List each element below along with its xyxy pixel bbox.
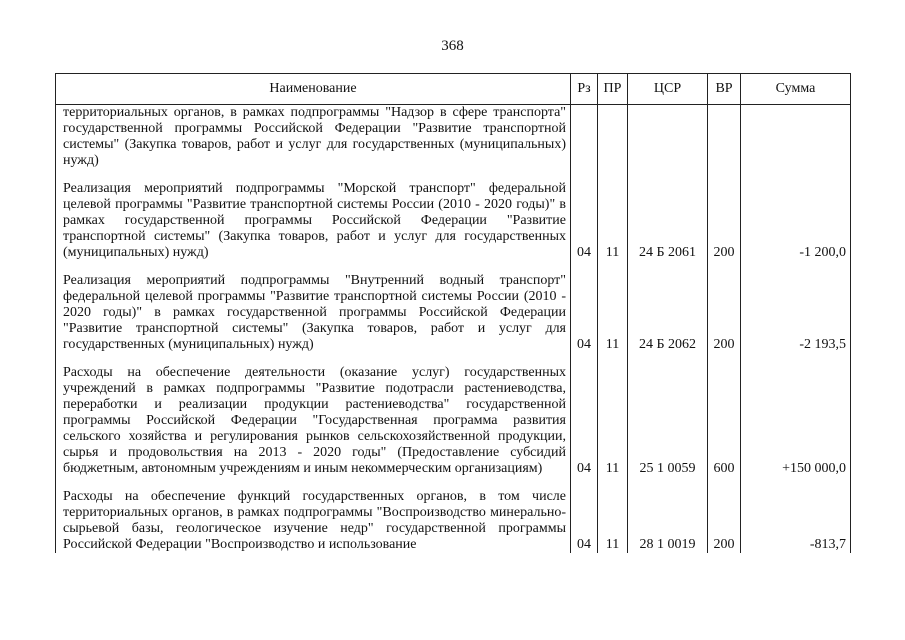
header-vr: ВР (708, 74, 741, 105)
table-row (56, 105, 851, 170)
row-spacer (56, 477, 851, 489)
header-csr: ЦСР (628, 74, 708, 105)
row-rz: 04 (571, 273, 598, 353)
row-pr: 11 (598, 181, 628, 261)
budget-table (55, 73, 851, 553)
row-sum: -2 193,5 (741, 273, 851, 353)
row-csr: 28 1 0019 (628, 489, 708, 553)
table-row (56, 489, 851, 553)
row-vr: 200 (708, 181, 741, 261)
row-vr: 200 (708, 273, 741, 353)
row-pr (598, 105, 628, 170)
row-sum: -1 200,0 (741, 181, 851, 261)
header-rz: Рз (571, 74, 598, 105)
row-pr: 11 (598, 489, 628, 553)
row-vr: 200 (708, 489, 741, 553)
row-name: Реализация мероприятий подпрограммы "Морской транспорт" федеральной целевой программы "Развитие транспортной системы России (2010 - 2020 годы)" в рамках государственной программы Российской Федерации "Развитие транспортной системы" (Закупка товаров, работ и услуг для государственных (муниципальных) нужд) (56, 181, 571, 261)
row-spacer (56, 353, 851, 365)
row-rz: 04 (571, 181, 598, 261)
row-vr: 600 (708, 365, 741, 477)
page-number: 368 (441, 38, 464, 54)
row-csr: 24 Б 2061 (628, 181, 708, 261)
row-csr: 24 Б 2062 (628, 273, 708, 353)
row-name: территориальных органов, в рамках подпрограммы "Надзор в сфере транспорта" государственной программы Российской Федерации "Развитие транспортной системы" (Закупка товаров, работ и услуг для государственных (муниципальных) нужд) (56, 105, 571, 170)
row-sum (741, 105, 851, 170)
table-header-row (56, 74, 851, 105)
row-csr: 25 1 0059 (628, 365, 708, 477)
row-pr: 11 (598, 365, 628, 477)
row-rz: 04 (571, 489, 598, 553)
row-name: Реализация мероприятий подпрограммы "Внутренний водный транспорт" федеральной целевой программы "Развитие транспортной системы России (2010 - 2020 годы)" в рамках государственной программы Российской Федерации "Развитие транспортной системы" (Закупка товаров, работ и услуг для государственных (муниципальных) нужд) (56, 273, 571, 353)
row-spacer (56, 261, 851, 273)
row-csr (628, 105, 708, 170)
header-name: Наименование (56, 74, 571, 105)
row-vr (708, 105, 741, 170)
table-row (56, 365, 851, 477)
row-spacer (56, 169, 851, 181)
row-name: Расходы на обеспечение функций государственных органов, в том числе территориальных органов, в рамках подпрограммы "Воспроизводство минерально-сырьевой базы, геологическое изучение недр" государственной программы Российской Федерации "Воспроизводство и использование (56, 489, 571, 553)
row-sum: -813,7 (741, 489, 851, 553)
row-pr: 11 (598, 273, 628, 353)
row-rz: 04 (571, 365, 598, 477)
row-rz (571, 105, 598, 170)
row-name: Расходы на обеспечение деятельности (оказание услуг) государственных учреждений в рамках подпрограммы "Развитие подотрасли растениеводства, переработки и реализации продукции растениеводства" государственной программы Российской Федерации "Государственная программа развития сельского хозяйства и регулирования рынков сельскохозяйственной продукции, сырья и продовольствия на 2013 - 2020 годы" (Предоставление субсидий бюджетным, автономным учреждениям и иным некоммерческим организациям) (56, 365, 571, 477)
row-sum: +150 000,0 (741, 365, 851, 477)
header-pr: ПР (598, 74, 628, 105)
table-row (56, 273, 851, 353)
table-row (56, 181, 851, 261)
header-sum: Сумма (741, 74, 851, 105)
